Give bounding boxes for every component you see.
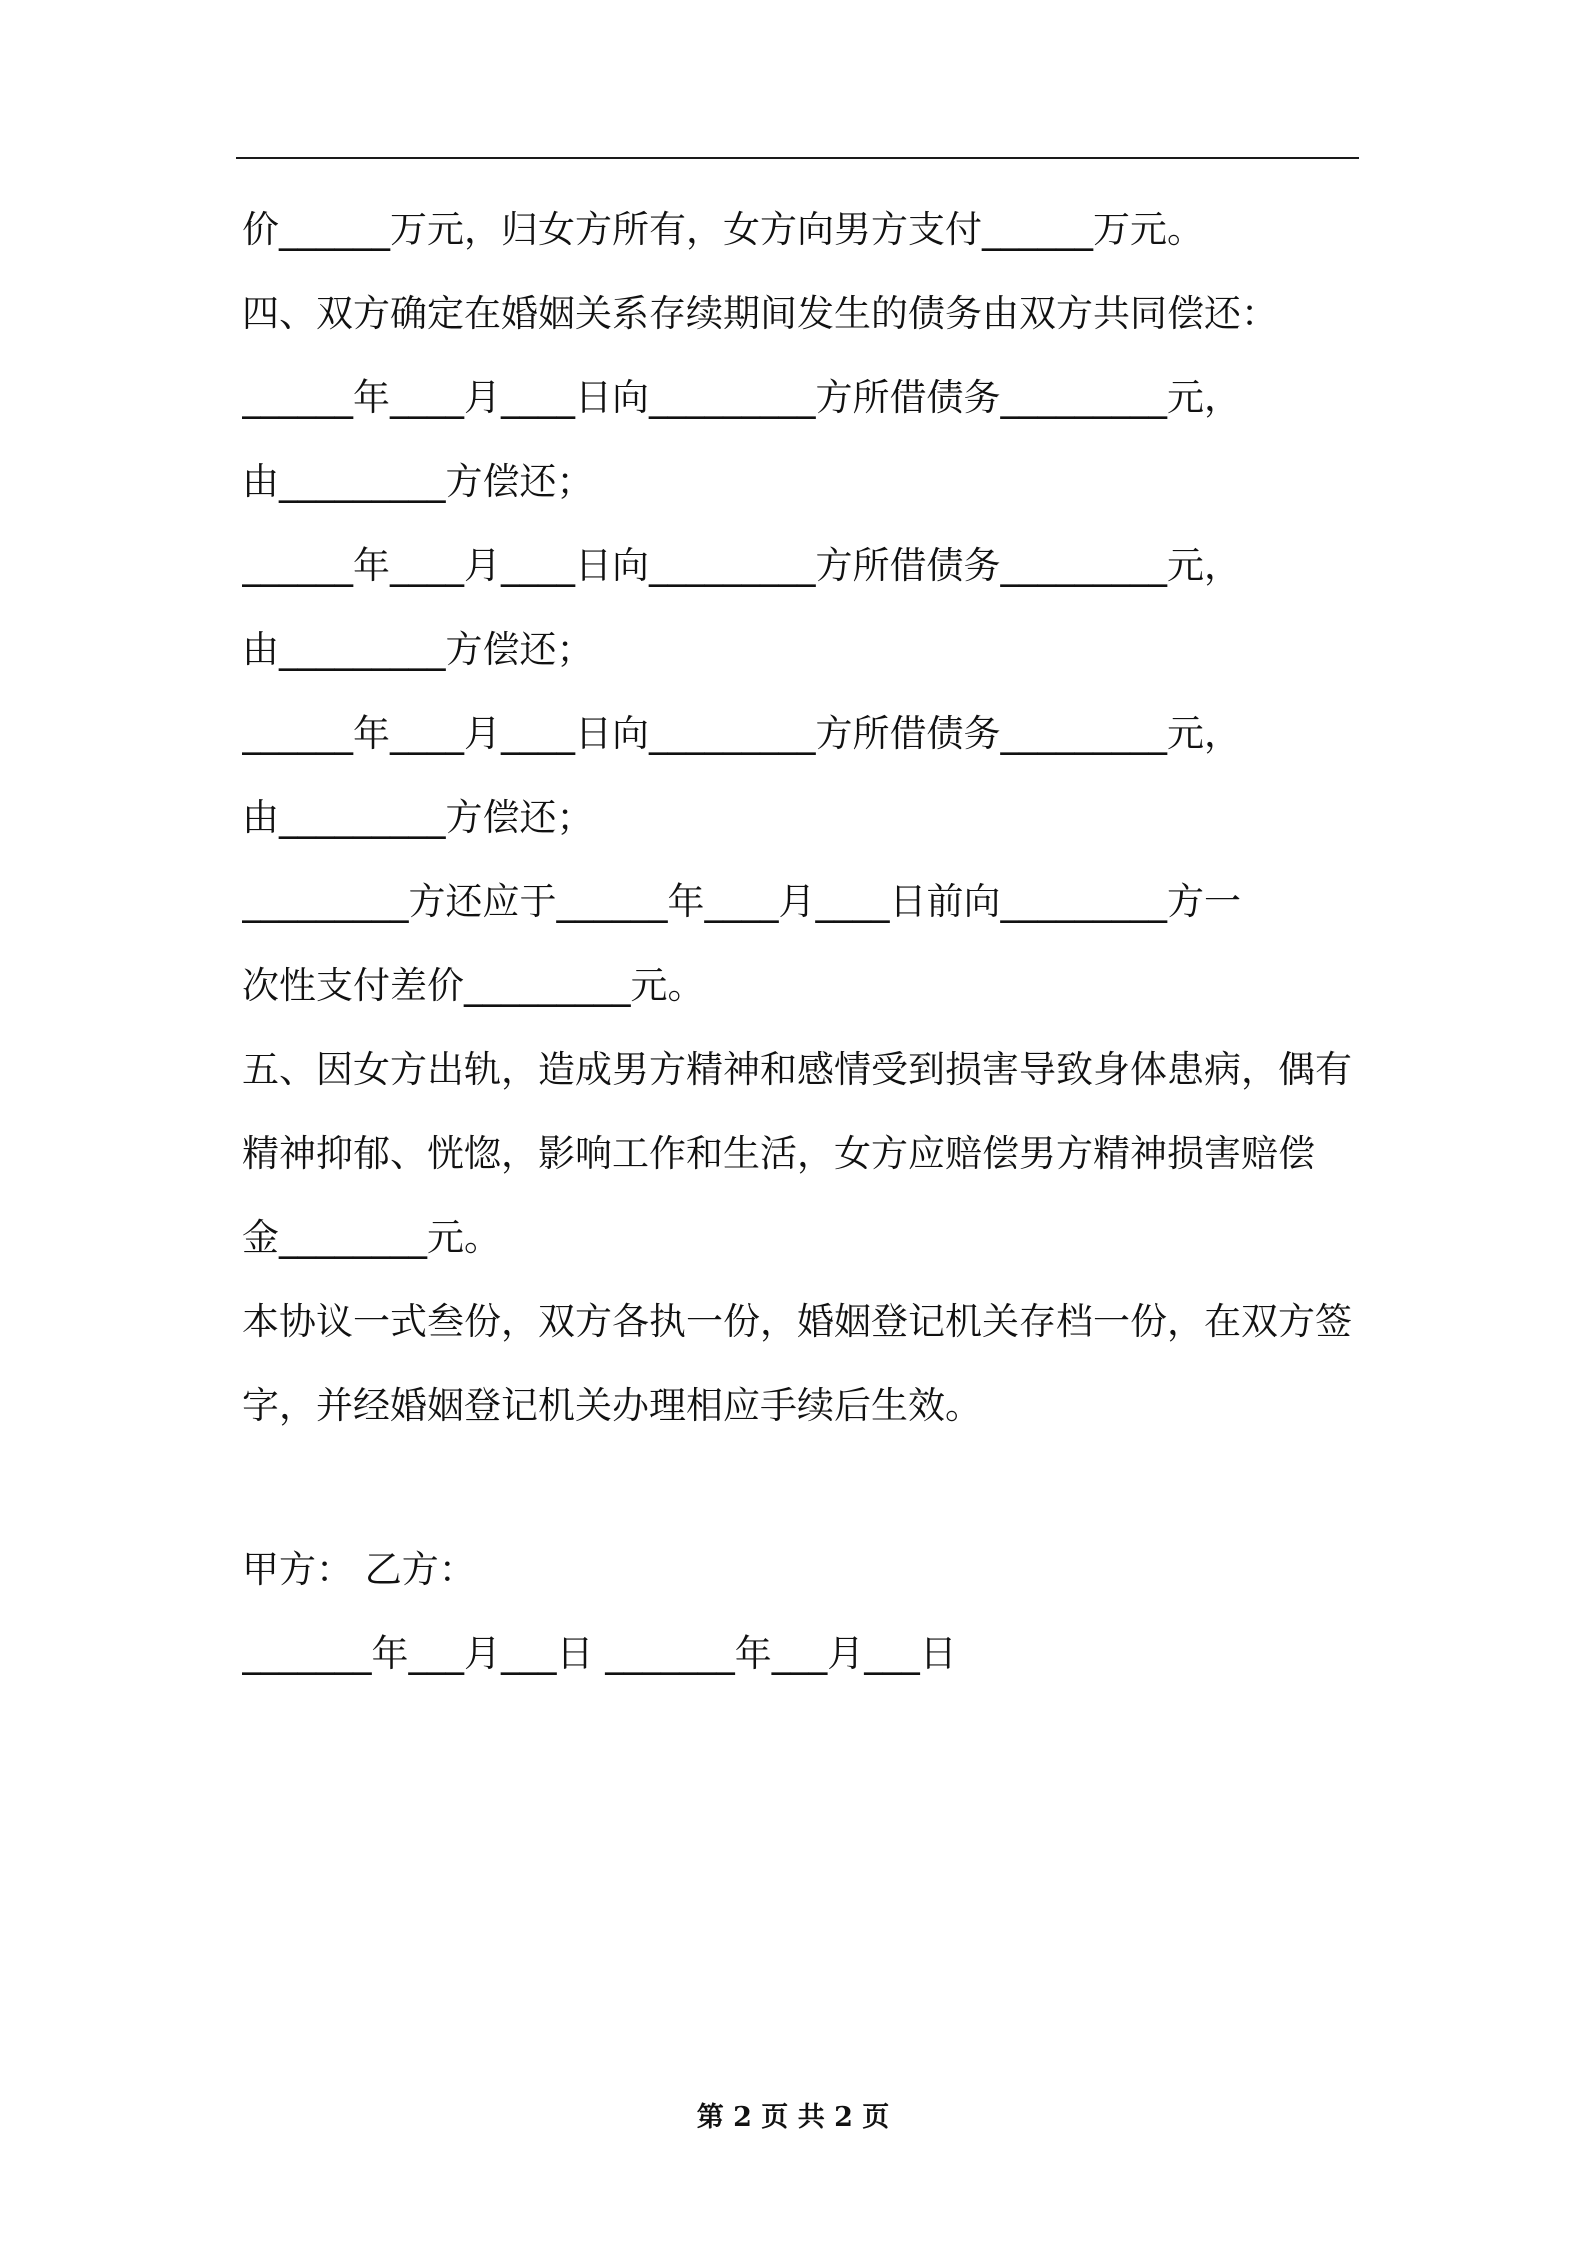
debt-line: ______年____月____日向_________方所借债务_________元， bbox=[242, 544, 1241, 587]
validity-line: 本协议一式叁份，双方各执一份，婚姻登记机关存档一份，在双方签 bbox=[242, 1300, 1352, 1343]
signature-parties: 甲方： 乙方： bbox=[242, 1548, 476, 1591]
section-four-heading: 四、双方确定在婚姻关系存续期间发生的债务由双方共同偿还： bbox=[242, 292, 1278, 335]
header-rule bbox=[236, 157, 1359, 159]
validity-line: 字，并经婚姻登记机关办理相应手续后生效。 bbox=[242, 1384, 982, 1427]
payment-line: _________方还应于______年____月____日前向_________方一 bbox=[242, 880, 1241, 923]
debt-repayer-line: 由_________方偿还； bbox=[242, 796, 594, 839]
signature-spacer bbox=[242, 1458, 1362, 1538]
section-five-line: 金________元。 bbox=[242, 1216, 501, 1259]
section-five-line: 五、因女方出轨，造成男方精神和感情受到损害导致身体患病，偶有 bbox=[242, 1048, 1352, 1091]
debt-line: ______年____月____日向_________方所借债务_________元， bbox=[242, 376, 1241, 419]
debt-repayer-line: 由_________方偿还； bbox=[242, 460, 594, 503]
document-body bbox=[242, 198, 1362, 1706]
section-five-line: 精神抑郁、恍惚，影响工作和生活，女方应赔偿男方精神损害赔偿 bbox=[242, 1132, 1315, 1175]
payment-line: 次性支付差价_________元。 bbox=[242, 964, 705, 1007]
signature-dates: _______年___月___日 _______年___月___日 bbox=[242, 1632, 957, 1675]
debt-line: ______年____月____日向_________方所借债务_________元， bbox=[242, 712, 1241, 755]
debt-repayer-line: 由_________方偿还； bbox=[242, 628, 594, 671]
body-line: 价______万元，归女方所有，女方向男方支付______万元。 bbox=[242, 208, 1204, 251]
page-number: 第 2 页 共 2 页 bbox=[696, 2102, 890, 2133]
